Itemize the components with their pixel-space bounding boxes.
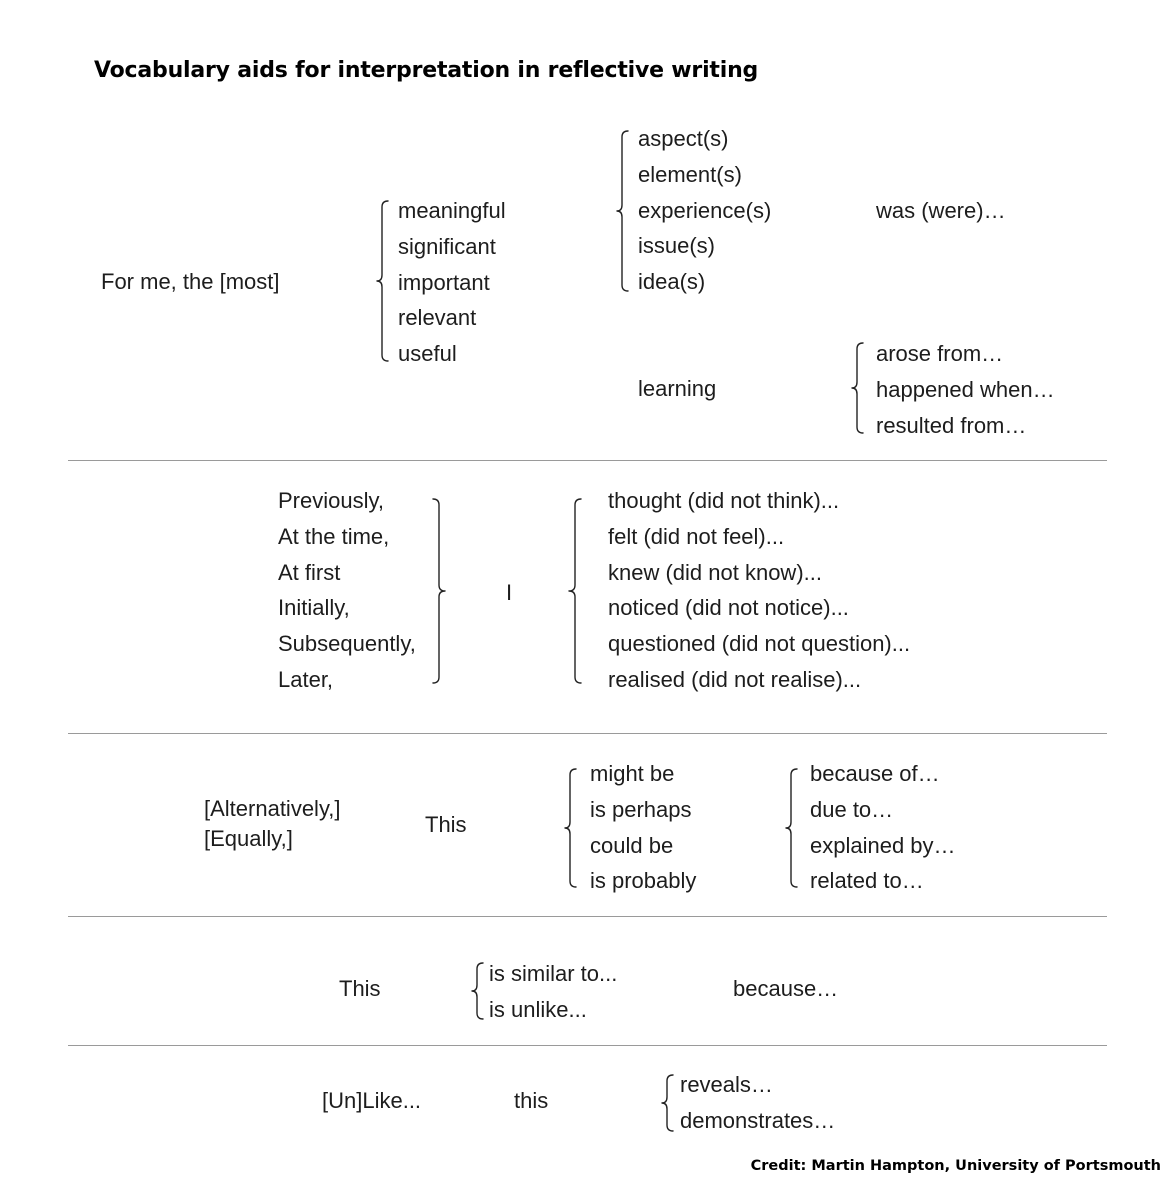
noun-list — [638, 121, 771, 300]
list-item: issue(s) — [638, 233, 716, 259]
list-item: because of… — [810, 761, 940, 786]
brace-left-icon — [661, 1072, 677, 1134]
time-word-list — [278, 483, 416, 698]
list-item: is similar to... — [489, 961, 618, 986]
list-item: related to… — [810, 868, 924, 894]
list-item: significant — [398, 233, 496, 259]
list-item: could be — [590, 832, 674, 858]
list-item: explained by… — [810, 832, 956, 858]
connector-list — [204, 794, 341, 854]
list-item: felt (did not feel)... — [608, 523, 785, 549]
brace-left-icon — [851, 340, 867, 436]
lead-phrase: For me, the [most] — [101, 269, 280, 294]
list-item: aspect(s) — [638, 126, 729, 151]
list-item: resulted from… — [876, 412, 1027, 438]
pronoun: I — [506, 580, 513, 605]
list-item: meaningful — [398, 198, 506, 223]
list-item: idea(s) — [638, 269, 706, 295]
brace-right-icon — [430, 496, 448, 686]
section-divider — [68, 1045, 1107, 1046]
list-item: questioned (did not question)... — [608, 631, 911, 657]
list-item: happened when… — [876, 376, 1055, 402]
list-item: demonstrates… — [680, 1107, 836, 1133]
list-item: thought (did not think)... — [608, 488, 840, 513]
section-divider — [68, 916, 1107, 917]
list-item: [Alternatively,] — [204, 796, 341, 821]
list-item: noticed (did not notice)... — [608, 595, 849, 621]
reveal-verb-list — [680, 1067, 835, 1139]
list-item: due to… — [810, 796, 894, 822]
reason-list — [810, 756, 956, 899]
lead-phrase: [Un]Like... — [322, 1088, 422, 1113]
subject-word: This — [425, 812, 467, 837]
subject-word: This — [339, 976, 381, 1001]
adjective-list — [398, 193, 506, 372]
ending-word: because… — [733, 976, 839, 1001]
brace-left-icon — [616, 128, 632, 294]
comparison-list — [489, 956, 617, 1028]
learning-word: learning — [638, 376, 717, 401]
list-item: At the time, — [278, 523, 390, 549]
list-item: reveals… — [680, 1072, 773, 1097]
list-item: realised (did not realise)... — [608, 666, 862, 692]
brace-left-icon — [566, 496, 584, 686]
list-item: experience(s) — [638, 197, 772, 223]
section-divider — [68, 733, 1107, 734]
brace-left-icon — [376, 198, 392, 364]
brace-left-icon — [785, 766, 801, 890]
list-item: is probably — [590, 868, 697, 894]
list-item: might be — [590, 761, 675, 786]
page-title: Vocabulary aids for interpretation in reflective writing — [94, 58, 759, 83]
list-item: important — [398, 269, 490, 295]
list-item: arose from… — [876, 341, 1004, 366]
list-item: is perhaps — [590, 796, 692, 822]
list-item: is unlike... — [489, 996, 587, 1022]
credit-line: Credit: Martin Hampton, University of Portsmouth — [750, 1158, 1161, 1174]
list-item: relevant — [398, 305, 477, 331]
section-divider — [68, 460, 1107, 461]
cognitive-verb-list — [608, 483, 910, 698]
learning-verb-list — [876, 336, 1055, 443]
brace-left-icon — [471, 960, 487, 1022]
list-item: element(s) — [638, 161, 742, 187]
list-item: useful — [398, 341, 457, 367]
list-item: Initially, — [278, 595, 350, 621]
list-item: Previously, — [278, 488, 384, 513]
subject-word: this — [514, 1088, 549, 1113]
list-item: At first — [278, 559, 341, 585]
list-item: knew (did not know)... — [608, 559, 822, 585]
modal-list — [590, 756, 696, 899]
verb-phrase: was (were)… — [876, 198, 1006, 223]
list-item: [Equally,] — [204, 826, 293, 851]
list-item: Later, — [278, 666, 334, 692]
list-item: Subsequently, — [278, 631, 416, 657]
brace-left-icon — [564, 766, 580, 890]
